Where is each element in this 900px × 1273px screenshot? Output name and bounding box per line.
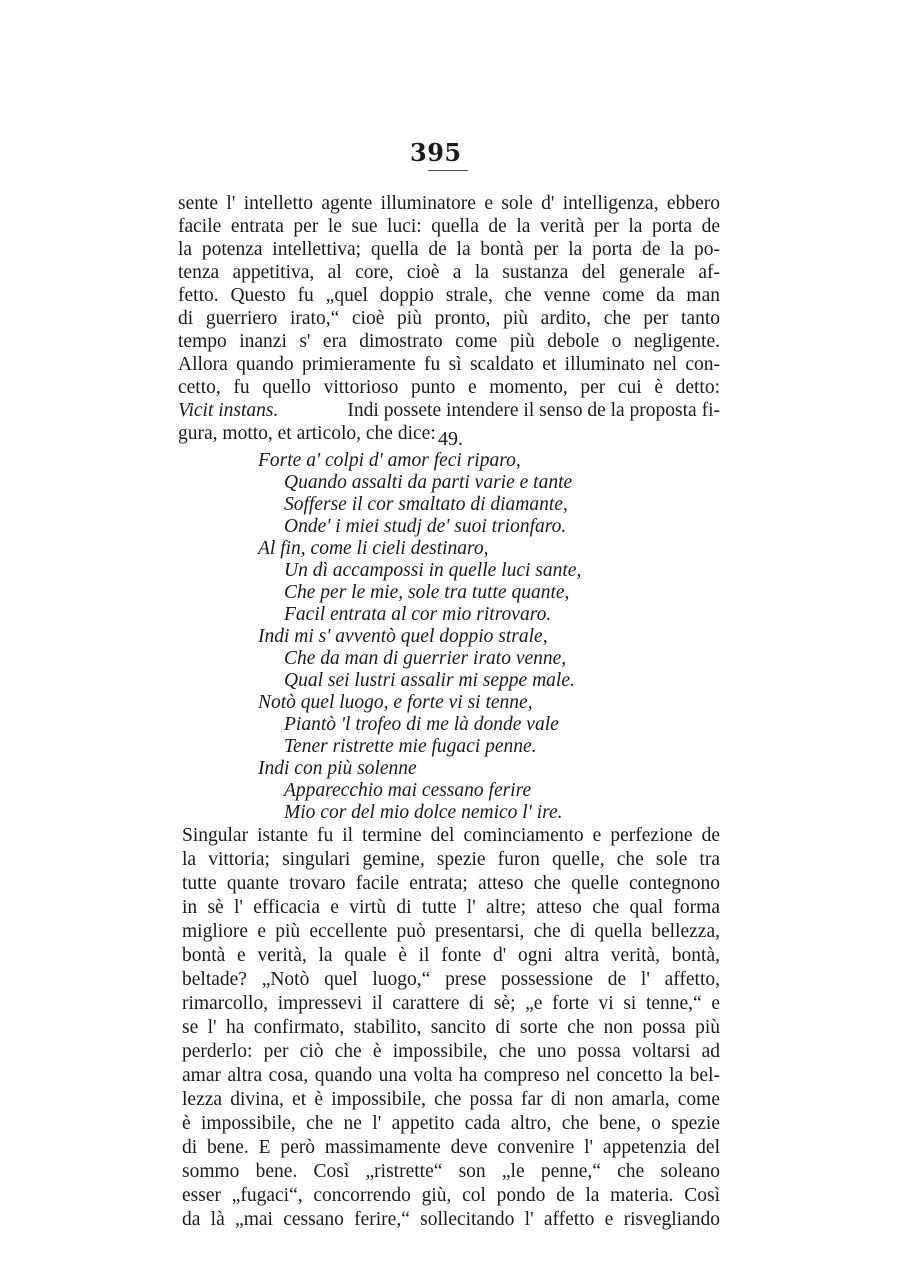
verse-line: Quando assalti da parti varie e tante bbox=[284, 472, 573, 493]
prose-line: la potenza intellettiva; quella de la bontà per la porta de la po- bbox=[178, 239, 720, 260]
verse-line: Al fin, come li cieli destinaro, bbox=[258, 538, 489, 559]
prose-line: fetto. Questo fu „quel doppio strale, che venne come da man bbox=[178, 285, 720, 306]
prose-line: tenza appetitiva, al core, cioè a la sustanza del generale af- bbox=[178, 262, 720, 283]
prose-line: la vittoria; singulari gemine, spezie furon quelle, che sole tra bbox=[182, 849, 720, 870]
verse-line: Indi con più solenne bbox=[258, 758, 417, 779]
latin-quote: Vicit instans. bbox=[178, 400, 279, 421]
prose-line: da là „mai cessano ferire,“ sollecitando l' affetto e risvegliando bbox=[182, 1209, 720, 1230]
prose-line: Allora quando primieramente fu sì scaldato et illuminato nel con- bbox=[178, 354, 720, 375]
verse-line: Piantò 'l trofeo di me là donde vale bbox=[284, 714, 559, 735]
page-number: 395 bbox=[410, 138, 462, 167]
prose-line: in sè l' efficacia e virtù di tutte l' altre; atteso che qual forma bbox=[182, 897, 720, 918]
prose-line: Singular istante fu il termine del cominciamento e perfezione de bbox=[182, 825, 720, 846]
prose-line: migliore e più eccellente può presentarsi, che di quella bellezza, bbox=[182, 921, 720, 942]
prose-line: di bene. E però massimamente deve convenire l' appetenzia del bbox=[182, 1137, 720, 1158]
prose-line: tutte quante trovaro facile entrata; atteso che quelle contegnono bbox=[182, 873, 720, 894]
prose-line: tempo inanzi s' era dimostrato come più debole o negligente. bbox=[178, 331, 720, 352]
verse-line: Facil entrata al cor mio ritrovaro. bbox=[284, 604, 552, 625]
prose-line: di guerriero irato,“ cioè più pronto, più ardito, che per tanto bbox=[178, 308, 720, 329]
prose-line: è impossibile, che ne l' appetito cada altro, che bene, o spezie bbox=[182, 1113, 720, 1134]
prose-line: gura, motto, et articolo, che dice: bbox=[178, 423, 436, 444]
prose-line: sommo bene. Così „ristrette“ son „le penne,“ che soleano bbox=[182, 1161, 720, 1182]
verse-line: Notò quel luogo, e forte vi si tenne, bbox=[258, 692, 533, 713]
prose-line: lezza divina, et è impossibile, che possa far di non amarla, come bbox=[182, 1089, 720, 1110]
verse-line: Un dì accampossi in quelle luci sante, bbox=[284, 560, 582, 581]
prose-line: beltade? „Notò quel luogo,“ prese possessione de l' affetto, bbox=[182, 969, 720, 990]
header-rule bbox=[428, 170, 468, 171]
prose-line-tail: Indi possete intendere il senso de la proposta fi- bbox=[347, 400, 720, 421]
sonnet-number: 49. bbox=[438, 428, 463, 450]
prose-line: cetto, fu quello vittorioso punto e momento, per cui è detto: bbox=[178, 377, 720, 398]
prose-line: sente l' intelletto agente illuminatore e sole d' intelligenza, ebbero bbox=[178, 193, 720, 214]
verse-line: Forte a' colpi d' amor feci riparo, bbox=[258, 450, 521, 471]
verse-line: Tener ristrette mie fugaci penne. bbox=[284, 736, 537, 757]
prose-line bbox=[178, 401, 720, 421]
prose-line: amar altra cosa, quando una volta ha compreso nel concetto la bel- bbox=[182, 1065, 720, 1086]
prose-line: bontà e verità, la quale è il fonte d' ogni altra verità, bontà, bbox=[182, 945, 720, 966]
verse-line: Che per le mie, sole tra tutte quante, bbox=[284, 582, 570, 603]
prose-line: facile entrata per le sue luci: quella de la verità per la porta de bbox=[178, 216, 720, 237]
verse-line: Indi mi s' avventò quel doppio strale, bbox=[258, 626, 548, 647]
prose-line: esser „fugaci“, concorrendo giù, col pondo de la materia. Così bbox=[182, 1185, 720, 1206]
prose-line: perderlo: per ciò che è impossibile, che uno possa voltarsi ad bbox=[182, 1041, 720, 1062]
verse-line: Onde' i miei studj de' suoi trionfaro. bbox=[284, 516, 567, 537]
verse-line: Apparecchio mai cessano ferire bbox=[284, 780, 532, 801]
verse-line: Sofferse il cor smaltato di diamante, bbox=[284, 494, 568, 515]
prose-line: rimarcollo, impressevi il carattere di sè; „e forte vi si tenne,“ e bbox=[182, 993, 720, 1014]
verse-line: Mio cor del mio dolce nemico l' ire. bbox=[284, 802, 563, 823]
prose-line: se l' ha confirmato, stabilito, sancito di sorte che non possa più bbox=[182, 1017, 720, 1038]
verse-line: Che da man di guerrier irato venne, bbox=[284, 648, 567, 669]
verse-line: Qual sei lustri assalir mi seppe male. bbox=[284, 670, 575, 691]
